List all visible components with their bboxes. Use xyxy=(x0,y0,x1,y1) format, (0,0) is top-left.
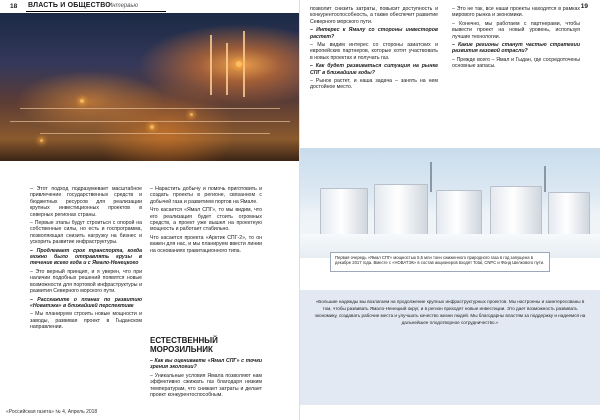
section-subtitle: Интервью xyxy=(108,3,139,9)
photo-light xyxy=(236,61,242,67)
paragraph: – Мы планируем строить новые мощности и заводы, развивая проект в Гыданском направлении. xyxy=(30,311,142,331)
photo-tank xyxy=(320,188,368,236)
paragraph: Что касается проекта «Арктик СПГ-2», то он важен для нас, и мы планируем ввести линии на основаниях гравитационного типа. xyxy=(150,234,262,254)
photo-stack xyxy=(544,166,546,192)
paragraph: – Нарастить добычу и помочь приготовить и создать проекты в регионе, связанном с добычей газа и развитием портов на Ямале. xyxy=(150,186,262,205)
question: – Как будет развиваться ситуация на рынке СПГ в ближайшие годы? xyxy=(310,63,438,76)
right-column-2 xyxy=(452,6,580,72)
paragraph: – Первые этапы будут строиться с опорой на собственные силы, но есть и госпрограмма, позволяющая снизить нагрузку на бизнес и ускорить развитие инфраструктуры. xyxy=(30,220,142,246)
paragraph: позволит снизить затраты, повысит доступность и конкурентоспособность, а также обеспечит развитие Северного морского пути. xyxy=(310,6,438,25)
paragraph: – Прежде всего – Ямал и Гыдан, где сосредоточены основные запасы. xyxy=(452,56,580,70)
right-column-1 xyxy=(310,6,438,93)
right-page xyxy=(300,0,600,420)
page-number-left: 18 xyxy=(10,3,18,10)
paragraph: – Мы видим интерес со стороны азиатских и европейских партнеров, которые хотят участвовать в новых проектах и получать газ. xyxy=(310,42,438,61)
paragraph: – Это не так, все наши проекты находятся в рамках мирового рынка и экономики. xyxy=(452,6,580,19)
photo-tower xyxy=(210,35,212,95)
section-title: ВЛАСТЬ И ОБЩЕСТВО xyxy=(28,2,111,9)
photo-tank xyxy=(490,186,542,236)
photo-pipe xyxy=(10,121,290,122)
left-column-1 xyxy=(30,186,142,333)
lng-plant-photo xyxy=(300,148,600,258)
photo-tank xyxy=(548,192,590,236)
question: – Как вы оцениваете «Ямал СПГ» с точки зрения экологии? xyxy=(150,358,262,371)
photo-pipe xyxy=(40,133,270,134)
photo-tower xyxy=(226,43,228,95)
photo-light xyxy=(40,139,43,142)
question: – Какие регионы станут частью стратегии развития газовой отрасли? xyxy=(452,42,580,55)
question: – Расскажите о планах по развитию «Новатэка» в ближайшей перспективе xyxy=(30,296,142,309)
paragraph: – Конечно, мы работаем с партнерами, чтобы вывести проект на новый уровень, используя лучшие технологии. xyxy=(452,20,580,40)
highlight-quote: «Большие надежды мы возлагаем на продолжение крупных инфраструктурных проектов. Мы настроены и заинтересованы в том, чтобы развивать Ямало-Ненецкий округ, и в регион приходят новые инвестиции. Это дает возможность развивать экономику, создавать рабочие места и улучшать качество жизни людей. Мы благодарны властям за поддержку и надеемся на дальнейшее плодотворное сотрудничество.» xyxy=(314,299,586,325)
subheading: ЕСТЕСТВЕННЫЙ МОРОЗИЛЬНИК xyxy=(150,336,218,354)
paragraph: – Рынок растет, и наша задача – занять на нем достойное место. xyxy=(310,78,438,91)
photo-tank xyxy=(436,190,482,236)
paragraph: – Это верный принцип, и я уверен, что при наличии подобных решений появятся новые возможности для портовой инфраструктуры и развития Северного морского пути. xyxy=(30,268,142,295)
header-rule xyxy=(26,11,166,12)
industrial-night-photo xyxy=(0,13,300,161)
paragraph: Что касается «Ямал СПГ», то мы видим, что его реализация будет стоить огромных средств, а проект уже вышел на проектную мощность и работает стабильно. xyxy=(150,207,262,233)
photo-pipe xyxy=(20,108,280,109)
paragraph: – Уникальные условия Ямала позволяют нам эффективно сжижать газ благодаря низким температурам, что снижает затраты и делает проект конкурентоспособным. xyxy=(150,372,262,399)
paragraph: – Этот подход подразумевает масштабное привлечение государственных средств и бюджетных ресурсов для реализации крупных инвестиционных проектов в северных регионах страны. xyxy=(30,186,142,218)
photo-light xyxy=(150,125,154,129)
page-number-right: 19 xyxy=(580,3,588,10)
photo-tower xyxy=(243,31,245,97)
photo-caption: Первая очередь «Ямал СПГ» мощностью 5,5 млн тонн сжиженного природного газа в год запущена в декабре 2017 года. Вместе с «НОВАТЭК» в состав акционеров входят Total, CNPC и Фонд Шелкового пути. xyxy=(330,252,550,272)
question: – Интерес к Ямалу со стороны инвесторов растет? xyxy=(310,27,438,40)
footer-credit: «Российская газета» № 4, Апрель 2018 xyxy=(6,409,98,415)
left-column-2 xyxy=(150,186,262,256)
left-column-2-bottom xyxy=(150,358,262,400)
question: – Продлевает срок транспорта, когда можно было отправлять грузы в течение всего года и с Ямало-Ненецкого xyxy=(30,247,142,267)
photo-stack xyxy=(430,162,432,192)
photo-tank xyxy=(374,184,428,236)
photo-light xyxy=(190,113,193,116)
highlight-box xyxy=(300,290,600,405)
photo-light xyxy=(80,99,84,103)
